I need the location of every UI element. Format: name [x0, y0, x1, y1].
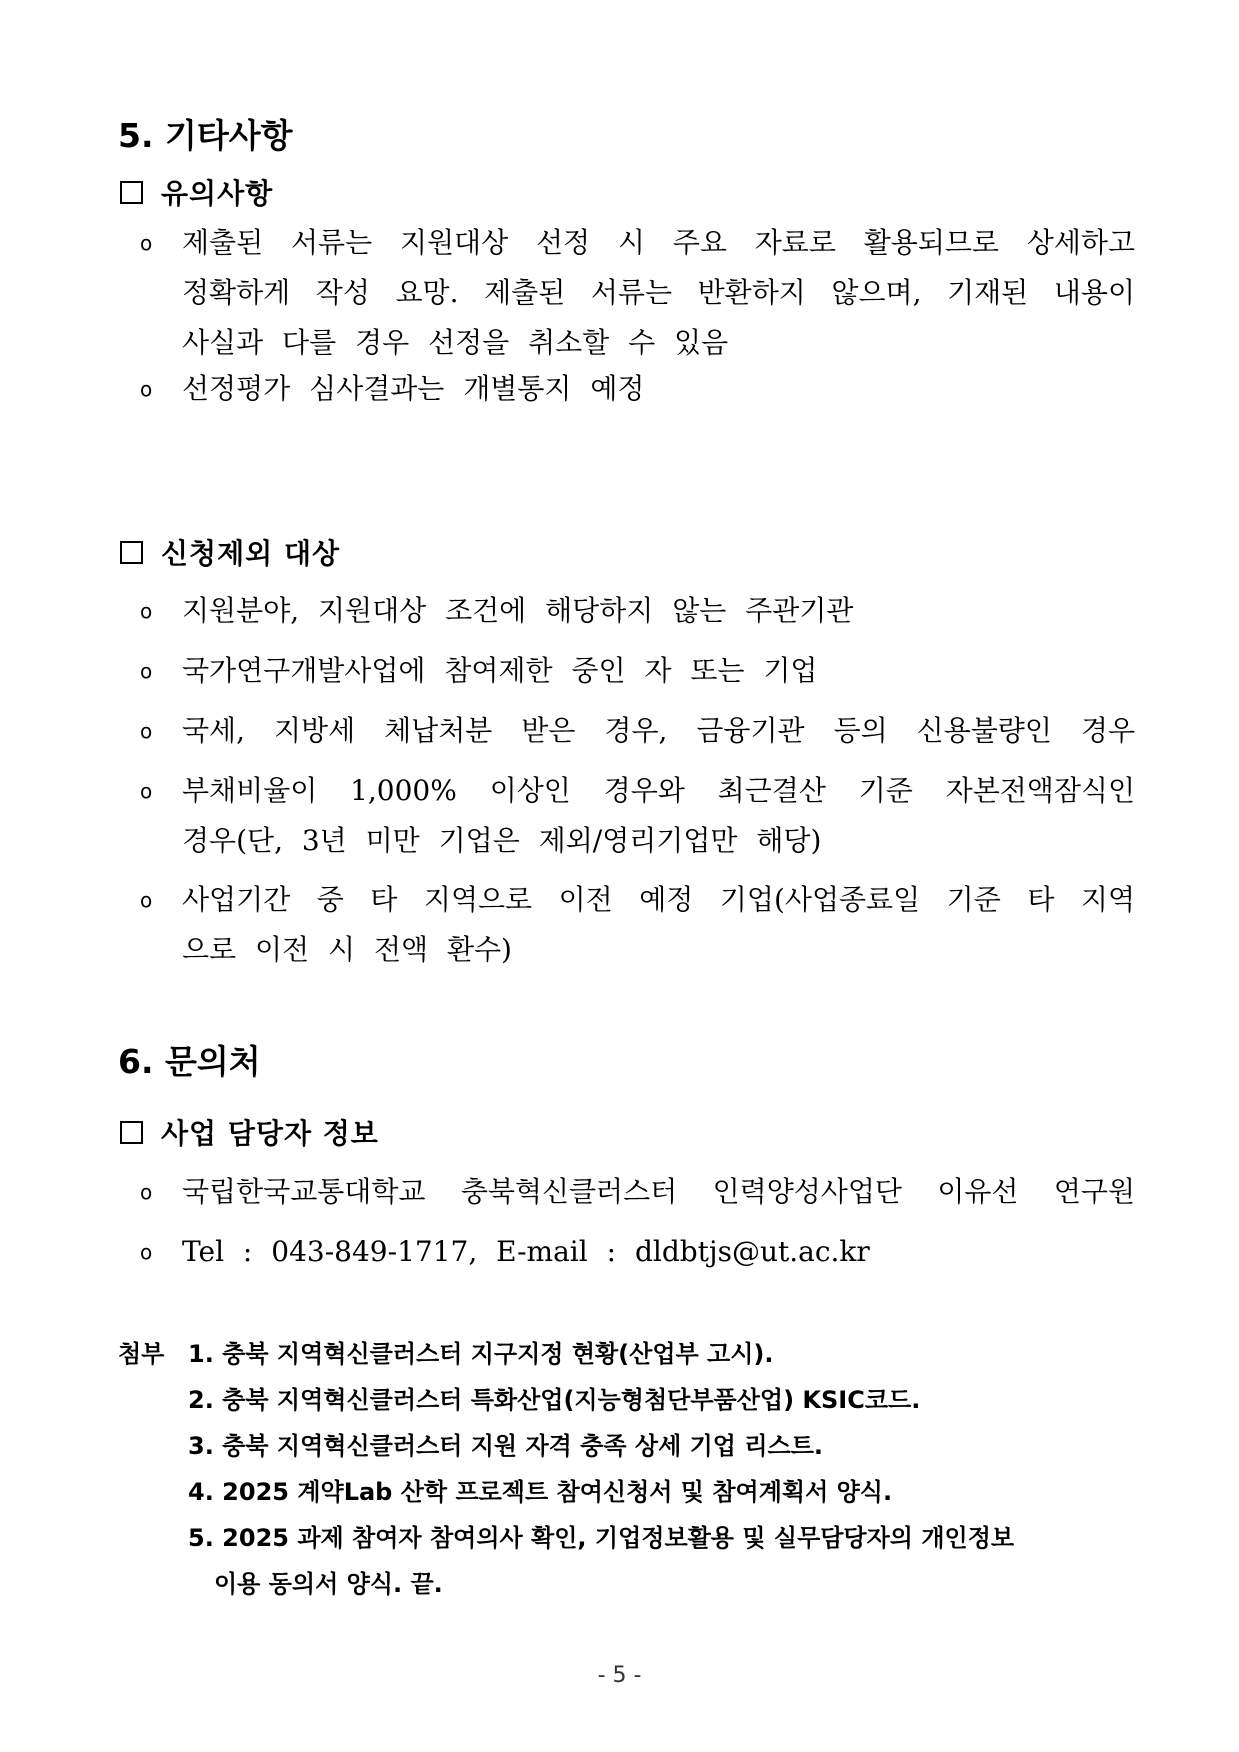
exclusions-item-1-line-1: 지원분야, 지원대상 조건에 해당하지 않는 주관기관 — [182, 594, 854, 627]
notes-item-1-line-1: 제출된 서류는 지원대상 선정 시 주요 자료로 활용되므로 상세하고 — [182, 226, 1135, 259]
section-6-title: 6. 문의처 — [118, 1042, 261, 1081]
exclusions-heading-label: 신청제외 대상 — [161, 537, 341, 570]
bullet-icon: ο — [140, 888, 153, 912]
checkbox-square-icon — [120, 541, 143, 564]
checkbox-square-icon — [120, 181, 143, 204]
bullet-icon: ο — [140, 377, 153, 401]
exclusions-item-5-line-2: 으로 이전 시 전액 환수) — [182, 933, 512, 966]
attachment-item-1: 1. 충북 지역혁신클러스터 지구지정 현황(산업부 고시). — [188, 1340, 774, 1368]
bullet-icon: ο — [140, 1180, 153, 1204]
exclusions-item-4-line-2: 경우(단, 3년 미만 기업은 제외/영리기업만 해당) — [182, 824, 822, 857]
exclusions-item-4-line-1: 부채비율이 1,000% 이상인 경우와 최근결산 기준 자본전액잠식인 — [182, 774, 1135, 807]
bullet-icon: ο — [140, 231, 153, 255]
bullet-icon: ο — [140, 599, 153, 623]
exclusions-item-3-line-1: 국세, 지방세 체납처분 받은 경우, 금융기관 등의 신용불량인 경우 — [182, 714, 1135, 747]
attachment-item-5-line-1: 5. 2025 과제 참여자 참여의사 확인, 기업정보활용 및 실무담당자의 개인정보 — [188, 1524, 1015, 1552]
contact-item-2-line-1: Tel : 043-849-1717, E-mail : dldbtjs@ut.ac.kr — [182, 1235, 870, 1268]
notes-item-1-line-2: 정확하게 작성 요망. 제출된 서류는 반환하지 않으며, 기재된 내용이 — [182, 276, 1135, 309]
bullet-icon: ο — [140, 1240, 153, 1264]
bullet-icon: ο — [140, 779, 153, 803]
page-number: - 5 - — [597, 1663, 642, 1688]
contact-heading — [120, 1112, 379, 1152]
section-5-title: 5. 기타사항 — [118, 116, 293, 155]
notes-item-2-line-1: 선정평가 심사결과는 개별통지 예정 — [182, 372, 645, 405]
notes-item-1-line-3: 사실과 다를 경우 선정을 취소할 수 있음 — [182, 326, 729, 359]
notes-heading-label: 유의사항 — [161, 177, 274, 210]
exclusions-item-2-line-1: 국가연구개발사업에 참여제한 중인 자 또는 기업 — [182, 654, 818, 687]
notes-heading — [120, 172, 273, 212]
exclusions-item-5-line-1: 사업기간 중 타 지역으로 이전 예정 기업(사업종료일 기준 타 지역 — [182, 883, 1135, 916]
contact-heading-label: 사업 담당자 정보 — [161, 1117, 379, 1150]
bullet-icon: ο — [140, 659, 153, 683]
bullet-icon: ο — [140, 719, 153, 743]
attachment-item-2: 2. 충북 지역혁신클러스터 특화산업(지능형첨단부품산업) KSIC코드. — [188, 1386, 921, 1414]
attachment-item-4: 4. 2025 계약Lab 산학 프로젝트 참여신청서 및 참여계획서 양식. — [188, 1478, 893, 1506]
attachments-label: 첨부 — [118, 1340, 165, 1368]
exclusions-heading — [120, 532, 340, 572]
attachment-item-5-line-2: 이용 동의서 양식. 끝. — [214, 1570, 443, 1598]
contact-item-1-line-1: 국립한국교통대학교 충북혁신클러스터 인력양성사업단 이유선 연구원 — [182, 1175, 1135, 1208]
attachment-item-3: 3. 충북 지역혁신클러스터 지원 자격 충족 상세 기업 리스트. — [188, 1432, 824, 1460]
checkbox-square-icon — [120, 1121, 143, 1144]
